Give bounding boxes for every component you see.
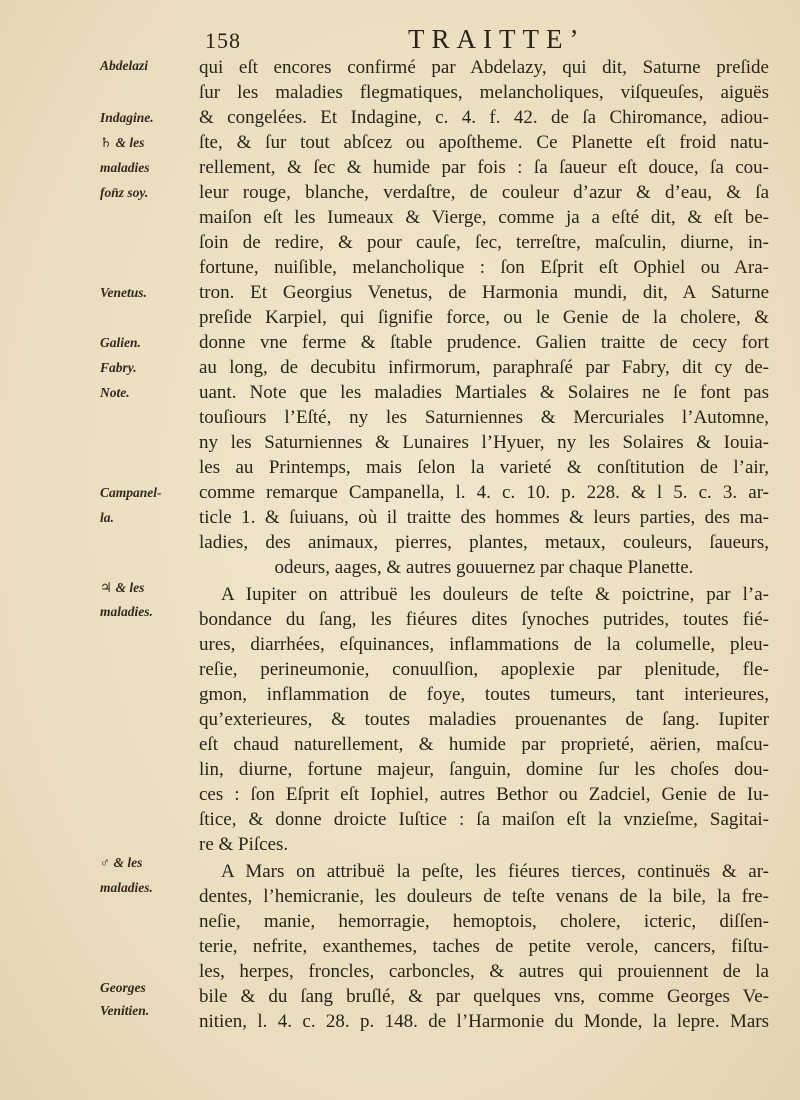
text-line: odeurs, aages, & autres gouuernez par chaque Planette. — [274, 557, 694, 578]
margin-notes — [100, 0, 205, 1100]
text-line: fortune, nuiſible, melancholique : ſon Eſprit eſt Ophiel ou Ara- — [199, 257, 769, 278]
text-line: & congelées. Et Indagine, c. 4. f. 42. de ſa Chiromance, adiou- — [199, 107, 769, 128]
margin-note: Galien. — [100, 335, 141, 350]
text-line: ſtice, & donne droicte Iuſtice : ſa maiſon eſt la vnzieſme, Sagitai- — [199, 809, 769, 830]
margin-note: maladies — [100, 160, 150, 175]
text-line: gmon, inflammation de foye, toutes tumeurs, tant interieures, — [199, 684, 769, 705]
text-line: ſoin de redire, & pour cauſe, ſec, terreſtre, maſculin, diurne, in- — [199, 232, 769, 253]
text-line: ladies, des animaux, pierres, plantes, metaux, couleurs, ſaueurs, — [199, 532, 769, 553]
margin-note: fon̄z soy. — [100, 185, 149, 200]
text-line: eſt chaud naturellement, & humide par proprieté, aërien, maſcu- — [199, 734, 769, 755]
text-line: comme remarque Campanella, l. 4. c. 10. p. 228. & l 5. c. 3. ar- — [199, 482, 769, 503]
text-line: uant. Note que les maladies Martiales & Solaires ne ſe font pas — [199, 382, 769, 403]
text-line: donne vne ferme & ſtable prudence. Galien traitte de cecy fort — [199, 332, 769, 353]
text-line: les au Printemps, mais ſelon la varieté & conſtitution de l’air, — [199, 457, 769, 478]
margin-note: ♂ & les — [100, 855, 143, 870]
text-line: qui eſt encores confirmé par Abdelazy, qui dit, Saturne preſide — [199, 57, 769, 78]
text-line: A Mars on attribuë la peſte, les fiéures tierces, continuës & ar- — [221, 861, 769, 882]
text-line: ſur les maladies flegmatiques, melancholiques, viſqueuſes, aiguës — [199, 82, 769, 103]
margin-note: Note. — [100, 385, 130, 400]
margin-note: Venitien. — [100, 1003, 150, 1018]
text-line: ticle 1. & ſuiuans, où il traitte des hommes & leurs parties, des ma- — [199, 507, 769, 528]
margin-note: Indagine. — [100, 110, 154, 125]
text-line: lin, diurne, fortune majeur, ſanguin, domine ſur les choſes dou- — [199, 759, 769, 780]
text-line: qu’exterieures, & toutes maladies prouenantes de ſang. Iupiter — [199, 709, 769, 730]
margin-note: la. — [100, 510, 114, 525]
margin-note: maladies. — [100, 880, 153, 895]
text-line: nitien, l. 4. c. 28. p. 148. de l’Harmonie du Monde, la lepre. Mars — [199, 1011, 769, 1032]
text-line: rellement, & ſec & humide par fois : ſa ſaueur eſt douce, ſa cou- — [199, 157, 769, 178]
text-line: terie, nefrite, exanthemes, taches de petite verole, cancers, fiſtu- — [199, 936, 769, 957]
text-line: touſiours l’Eſté, ny les Saturniennes & Mercuriales l’Automne, — [199, 407, 769, 428]
text-line: dentes, l’hemicranie, les douleurs de teſte venans de la bile, la fre- — [199, 886, 769, 907]
text-line: leur rouge, blanche, verdaſtre, de couleur d’azur & d’eau, & ſa — [199, 182, 769, 203]
margin-note: Abdelazi — [100, 58, 149, 73]
margin-note: Venetus. — [100, 285, 147, 300]
page-header-title: TRAITTE’ — [408, 24, 586, 54]
text-line: preſide Karpiel, qui ſignifie force, ou le Genie de la cholere, & — [199, 307, 769, 328]
text-line: ures, diarrhées, eſquinances, inflammations de la columelle, pleu- — [199, 634, 769, 655]
page-number: 158 — [205, 28, 241, 53]
margin-note: Campanel- — [100, 485, 162, 500]
text-line: ſte, & ſur tout abſcez ou apoſtheme. Ce Planette eſt froid natu- — [199, 132, 769, 153]
text-line: ces : ſon Eſprit eſt Iophiel, autres Bethor ou Zadciel, Genie de Iu- — [199, 784, 769, 805]
text-line: reſie, perineumonie, conuulſion, apoplexie par plenitude, fle- — [199, 659, 769, 680]
margin-note: Fabry. — [100, 360, 137, 375]
text-line: tron. Et Georgius Venetus, de Harmonia mundi, dit, A Saturne — [199, 282, 769, 303]
text-line: bile & du ſang bruſlé, & par quelques vns, comme Georges Ve- — [199, 986, 769, 1007]
margin-note: ♃ & les — [100, 580, 145, 595]
text-line: A Iupiter on attribuë les douleurs de teſte & poictrine, par l’a- — [221, 584, 769, 605]
text-line: les, herpes, froncles, carboncles, & autres qui prouiennent de la — [199, 961, 769, 982]
text-line: bondance du ſang, les fiéures dites ſynoches putrides, toutes fié- — [199, 609, 769, 630]
text-line: neſie, manie, hemorragie, hemoptois, cholere, icteric, diſſen- — [199, 911, 769, 932]
text-line: au long, de decubitu infirmorum, paraphraſé par Fabry, dit cy de- — [199, 357, 769, 378]
text-line: ny les Saturniennes & Lunaires l’Hyuer, ny les Solaires & Iouia- — [199, 432, 769, 453]
text-line: maiſon eſt les Iumeaux & Vierge, comme ja a eſté dit, & eſt be- — [199, 207, 769, 228]
margin-note: ♄ & les — [100, 135, 145, 150]
margin-note: Georges — [100, 980, 146, 995]
text-line: re & Piſces. — [199, 834, 289, 855]
margin-note: maladies. — [100, 604, 153, 619]
body-text — [199, 55, 769, 1034]
